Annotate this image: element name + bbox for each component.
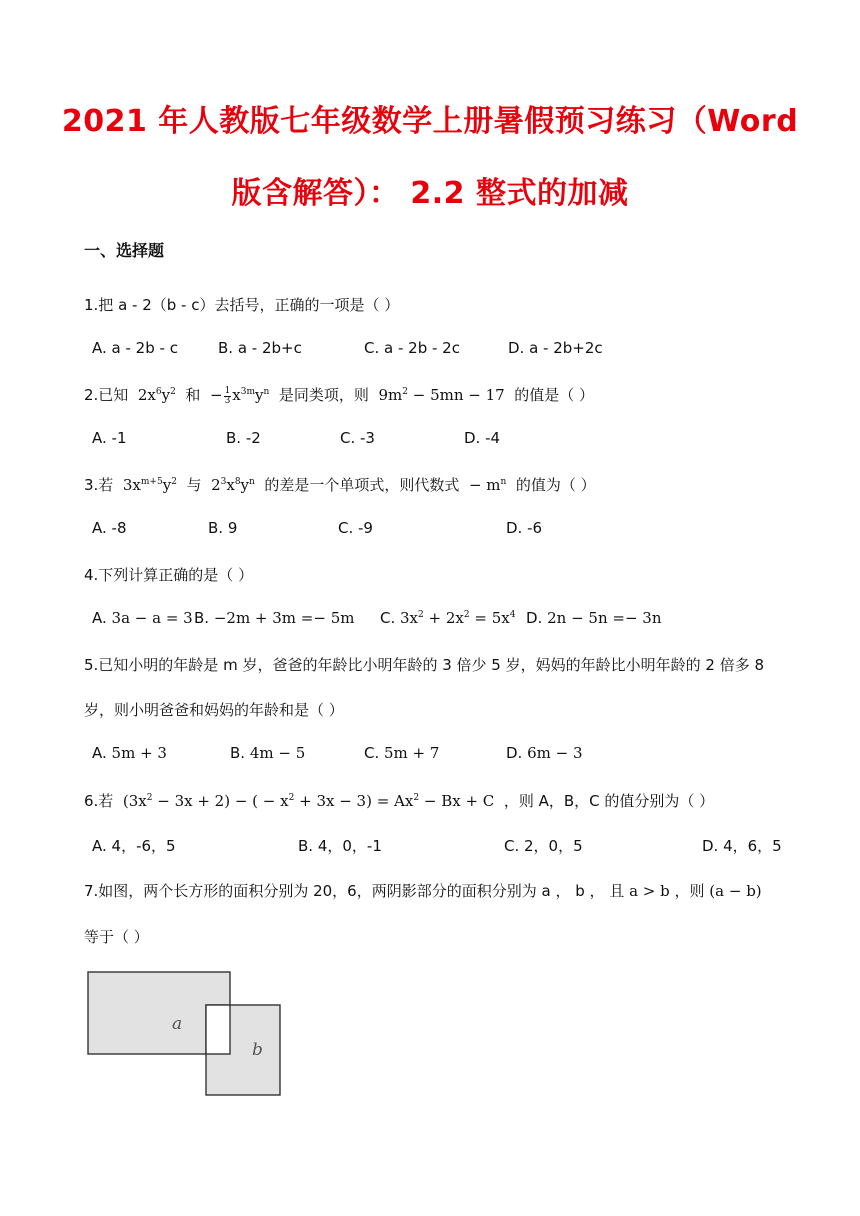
q6-option-a: A. 4，-6，5 xyxy=(92,837,176,855)
q4-option-c: C. $3x^2 + 2x^2 = 5x^4$ xyxy=(380,609,516,627)
q3-monomial-2: $2^3x^8y^n$ xyxy=(211,476,255,494)
question-3 xyxy=(84,474,596,495)
label-a: a xyxy=(172,1014,183,1034)
q5-option-b: B. 4m − 5 xyxy=(230,744,306,762)
question-4: 4.下列计算正确的是（ ） xyxy=(84,566,254,584)
q1-option-b: B. a - 2b+c xyxy=(218,339,302,357)
document-title-line2: 版含解答）： 2.2 整式的加减 xyxy=(231,176,629,211)
q6-equation: $(3x^2 - 3x + 2)$ − ( − $x^2 + 3x - 3) = Ax^2 - Bx + C$ xyxy=(122,792,495,810)
label-b: b xyxy=(252,1040,263,1060)
q3-prefix: 3.若 xyxy=(84,476,114,494)
q6-option-b: B. 4，0，-1 xyxy=(298,837,382,855)
q3-expression: − $m^n$ xyxy=(468,476,507,494)
q2-and: 和 xyxy=(185,386,201,404)
question-1: 1.把 a - 2（b - c）去括号，正确的一项是（ ） xyxy=(84,296,400,314)
q4-option-a: A. 3a − a = 3 xyxy=(92,609,193,627)
question-6 xyxy=(84,790,714,811)
q2-expression: $9m^2 - 5mn - 17$ xyxy=(378,386,505,404)
question-2 xyxy=(84,384,594,406)
q3-monomial-1: $3x^{m+5}y^2$ xyxy=(122,476,177,494)
q2-monomial-2: − $\frac{1}{3}$ $x^{3m}y^n$ xyxy=(209,385,270,406)
q2-option-a: A. -1 xyxy=(92,429,127,447)
q3-option-c: C. -9 xyxy=(338,519,373,537)
q1-option-a: A. a - 2b - c xyxy=(92,339,178,357)
question-5-line1: 5.已知小明的年龄是 m 岁，爸爸的年龄比小明年龄的 3 倍少 5 岁，妈妈的年龄比小明年龄的 2 倍多 8 xyxy=(84,656,765,674)
q2-fraction: $\frac{1}{3}$ xyxy=(224,385,231,406)
q3-suffix: 的值为（ ） xyxy=(515,476,596,494)
q3-option-a: A. -8 xyxy=(92,519,127,537)
q2-is-like: 是同类项，则 xyxy=(278,386,369,404)
q5-option-a: A. 5m + 3 xyxy=(92,744,167,762)
q2-option-d: D. -4 xyxy=(464,429,501,447)
q3-option-d: D. -6 xyxy=(506,519,543,537)
section-heading: 一、选择题 xyxy=(84,241,165,260)
document-title-line1: 2021 年人教版七年级数学上册暑假预习练习（Word xyxy=(61,104,799,139)
q6-prefix: 6.若 xyxy=(84,792,114,810)
question-5-line2: 岁，则小明爸爸和妈妈的年龄和是（ ） xyxy=(84,701,344,719)
q1-option-c: C. a - 2b - 2c xyxy=(364,339,460,357)
q2-option-b: B. -2 xyxy=(226,429,261,447)
question-7-line1 xyxy=(84,880,762,901)
q7-text: 7.如图，两个长方形的面积分别为 20，6，两阴影部分的面积分别为 a ， b ， 且 xyxy=(84,882,625,900)
q4-option-b: B. −2m + 3m =− 5m xyxy=(194,609,355,627)
q6-option-d: D. 4，6，5 xyxy=(702,837,782,855)
q3-and: 与 xyxy=(186,476,202,494)
q6-option-c: C. 2，0，5 xyxy=(504,837,583,855)
q4-option-d: D. 2n − 5n =− 3n xyxy=(526,609,662,627)
q5-option-d: D. 6m − 3 xyxy=(506,744,583,762)
q7-then: ，则 xyxy=(674,882,705,900)
q7-inequality: a > b xyxy=(629,882,670,900)
q2-option-c: C. -3 xyxy=(340,429,375,447)
q1-option-d: D. a - 2b+2c xyxy=(508,339,603,357)
overlap-region xyxy=(206,1005,230,1054)
q3-option-b: B. 9 xyxy=(208,519,238,537)
q6-suffix: ，则 A，B，C 的值分别为（ ） xyxy=(503,792,715,810)
q2-suffix: 的值是（ ） xyxy=(514,386,595,404)
q7-expression: (a − b) xyxy=(709,882,762,900)
rectangles-figure xyxy=(86,968,286,1100)
question-7-line2: 等于（ ） xyxy=(84,928,149,946)
q2-monomial-1: $2x^6y^2$ xyxy=(137,386,176,404)
q5-option-c: C. 5m + 7 xyxy=(364,744,440,762)
q3-mid: 的差是一个单项式，则代数式 xyxy=(264,476,460,494)
q2-prefix: 2.已知 xyxy=(84,386,129,404)
